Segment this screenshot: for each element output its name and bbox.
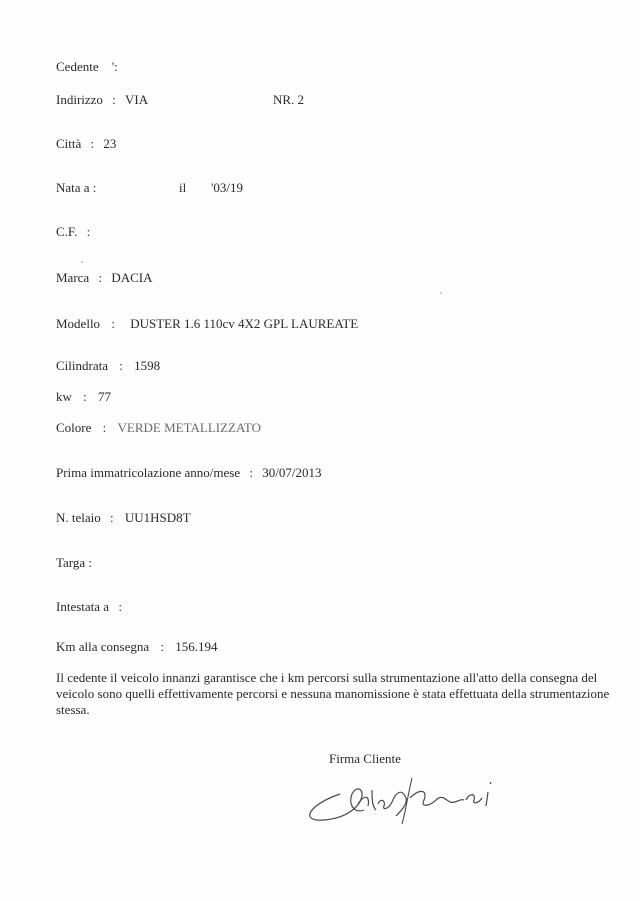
immatricolazione-line [56, 465, 321, 481]
cf-line [56, 224, 90, 240]
intestata-line [56, 599, 122, 615]
citta-value: 23 [103, 136, 117, 151]
modello-value: DUSTER 1.6 110cv 4X2 GPL LAUREATE [130, 316, 359, 331]
immatricolazione-sep: : [249, 465, 253, 480]
colore-sep: : [102, 420, 107, 435]
cedente-line [56, 59, 118, 75]
indirizzo-label: Indirizzo [56, 92, 103, 107]
cilindrata-line [56, 358, 160, 374]
km-line [56, 639, 218, 655]
kw-sep: : [83, 389, 87, 404]
kw-label: kw [56, 389, 72, 404]
modello-sep: : [111, 316, 115, 331]
immatricolazione-label: Prima immatricolazione anno/mese [56, 465, 241, 480]
marca-value: DACIA [111, 270, 153, 285]
indirizzo-sep: : [112, 92, 116, 107]
marca-label: Marca [56, 270, 90, 285]
km-sep: : [160, 639, 165, 654]
modello-line [56, 316, 358, 332]
cedente-value: ': [111, 59, 118, 74]
nata-date: '03/19 [211, 180, 243, 195]
cilindrata-label: Cilindrata [56, 358, 108, 373]
modello-label: Modello [56, 316, 101, 331]
nata-label: Nata a : [56, 180, 97, 195]
telaio-value: UU1HSD8T [124, 510, 191, 525]
colore-line [56, 420, 261, 436]
handwritten-signature [300, 770, 500, 830]
intestata-label: Intestata a [56, 599, 110, 614]
citta-label: Città [56, 136, 82, 151]
paper-speck [440, 292, 442, 294]
declaration-paragraph: Il cedente il veicolo innanzi garantisce che i km percorsi sulla strumentazione all'atto della consegna del veicolo sono quelli effettivamente percorsi e nessuna manomissione è stata effettuata della strumentazione stessa. [56, 670, 610, 717]
immatricolazione-value: 30/07/2013 [262, 465, 322, 480]
citta-sep: : [90, 136, 95, 151]
marca-sep: : [98, 270, 103, 285]
intestata-sep: : [118, 599, 122, 614]
marca-line [56, 270, 153, 286]
cf-label: C.F. [56, 224, 78, 239]
kw-value: 77 [98, 389, 112, 404]
indirizzo-value: VIA [125, 92, 149, 107]
targa-label: Targa : [56, 555, 93, 570]
telaio-line [56, 510, 191, 526]
telaio-sep: : [110, 510, 114, 525]
cf-sep: : [86, 224, 91, 239]
nata-il: il [179, 180, 187, 195]
colore-label: Colore [56, 420, 92, 435]
kw-line [56, 389, 111, 405]
telaio-label: N. telaio [56, 510, 101, 525]
colore-value: VERDE METALLIZZATO [117, 420, 262, 435]
km-value: 156.194 [175, 639, 218, 654]
cedente-label: Cedente [56, 59, 99, 74]
indirizzo-number: NR. 2 [273, 92, 305, 107]
indirizzo-line [56, 92, 148, 108]
citta-line [56, 136, 116, 152]
km-label: Km alla consegna [56, 639, 150, 654]
cilindrata-value: 1598 [134, 358, 161, 373]
cilindrata-sep: : [119, 358, 123, 373]
paper-speck [81, 261, 83, 263]
signature-label: Firma Cliente [329, 751, 401, 766]
